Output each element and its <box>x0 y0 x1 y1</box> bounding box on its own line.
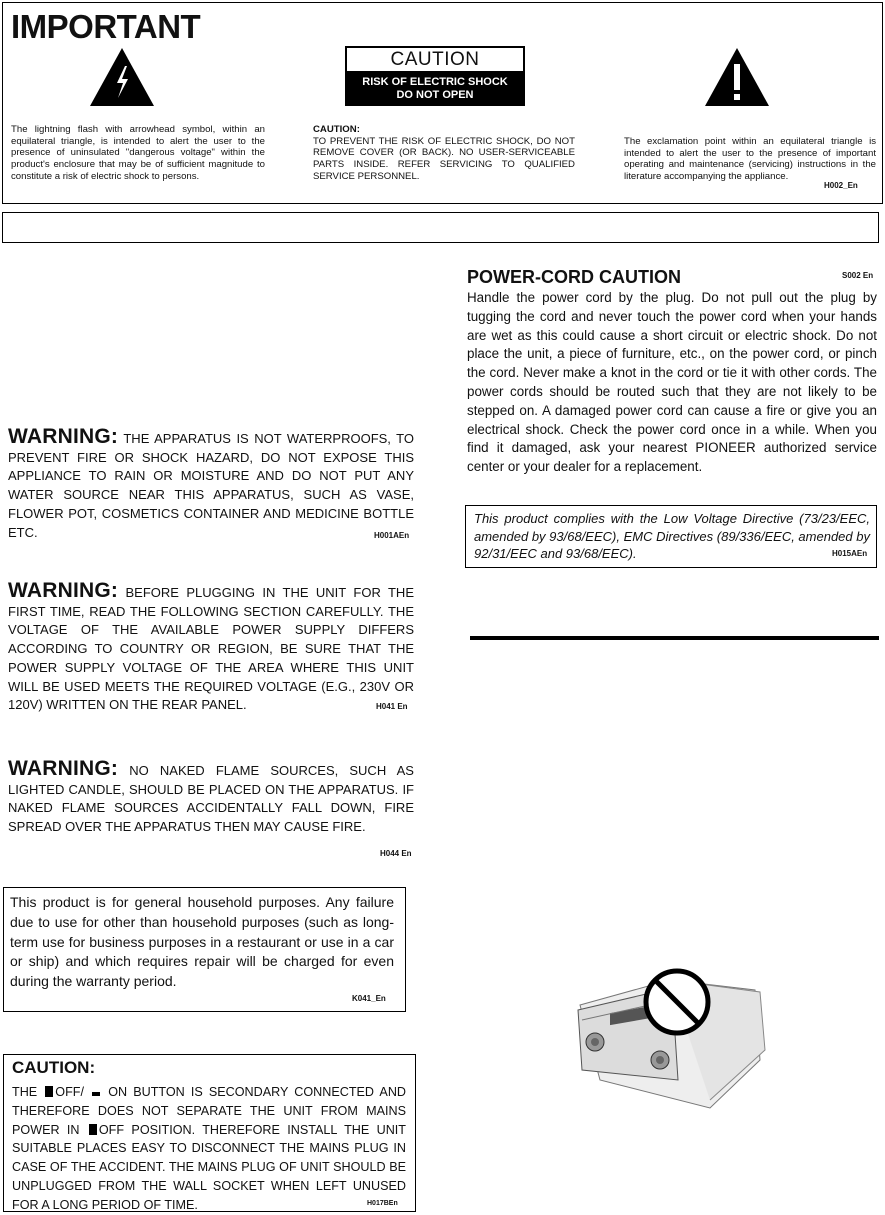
code-h041: H041 En <box>376 702 408 711</box>
code-h002: H002_En <box>824 181 858 190</box>
warning-body: NO NAKED FLAME SOURCES, SUCH AS LIGHTED CANDLE, SHOULD BE PLACED ON THE APPARATUS. IF NAKED FLAME SOURCES ACCIDENTALLY FALL DOWN, FIRE SPREAD OVER THE APPARATUS THEN MAY CAUSE FIRE. <box>8 763 414 835</box>
warning-head: WARNING: <box>8 425 119 448</box>
section-divider <box>470 636 879 640</box>
exclamation-triangle-icon <box>703 46 771 108</box>
exclamation-description: The exclamation point within an equilateral triangle is intended to alert the user to the presence of important operating and maintenance (servicing) instructions in the literature accompanying the appliance. <box>624 136 876 183</box>
standby-square-icon <box>89 1124 97 1135</box>
caution-description <box>313 124 575 183</box>
lightning-triangle-icon <box>88 46 156 108</box>
power-cord-text: Handle the power cord by the plug. Do not pull out the plug by tugging the cord and never touch the power cord when your hands are wet as this could cause a short circuit or electric shock. Do not place the unit, a piece of furniture, etc., on the power cord, or pinch the cord. Never make a knot in the cord or tie it with other cords. The power cords should be routed such that they are not likely to be stepped on. A damaged power cord can cause a fire or give you an electrical shock. Check the power cord once in a while. When you find it damaged, ask your nearest PIONEER authorized service center or your dealer for a replacement. <box>467 290 877 475</box>
code-s002: S002 En <box>842 271 874 280</box>
household-text: This product is for general household purposes. Any failure due to use for other than household purposes (such as long-term use for business purposes in a restaurant or use in a car or ship) and which requires repair will be charged for even during the warranty period. <box>10 894 394 990</box>
warning-head: WARNING: <box>8 579 119 602</box>
code-h015a: H015AEn <box>832 549 868 558</box>
blank-notice-strip <box>2 212 879 243</box>
lvd-text: This product complies with the Low Voltage Directive (73/23/EEC, amended by 93/68/EEC), EMC Directives (89/336/EEC, amended by 92/31/EEC and 93/68/EEC). <box>474 511 870 561</box>
power-cord-heading: POWER-CORD CAUTION <box>467 267 681 287</box>
caution-label-top: CAUTION <box>345 46 525 73</box>
caution-label-warning: RISK OF ELECTRIC SHOCK DO NOT OPEN <box>345 73 525 106</box>
caution-shock-label <box>345 46 525 106</box>
caution-box-heading: CAUTION: <box>12 1058 96 1077</box>
warning-body: THE APPARATUS IS NOT WATERPROOFS, TO PREVENT FIRE OR SHOCK HAZARD, DO NOT EXPOSE THIS APPLIANCE TO RAIN OR MOISTURE AND DO NOT PUT ANY WATER SOURCE NEAR THIS APPARATUS, SUCH AS VASE, FLOWER POT, COSMETICS CONTAINER AND MEDICINE BOTTLE ETC. <box>8 431 414 540</box>
page-title: IMPORTANT <box>11 8 201 45</box>
warning-head: WARNING: <box>8 757 119 780</box>
caution-text: TO PREVENT THE RISK OF ELECTRIC SHOCK, DO NOT REMOVE COVER (OR BACK). NO USER-SERVICEABLE PARTS INSIDE. REFER SERVICING TO QUALIFIED SERVICE PERSONNEL. <box>313 135 575 182</box>
warning-waterproof <box>8 425 414 542</box>
standby-square-icon <box>45 1086 53 1097</box>
caution-heading: CAUTION: <box>313 124 360 135</box>
warning-flame <box>8 757 414 837</box>
lightning-description: The lightning flash with arrowhead symbol, within an equilateral triangle, is intended to alert the user to the presence of uninsulated "dangerous voltage" within the product's enclosure that may be of sufficient magnitude to constitute a risk of electric shock to persons. <box>11 124 265 182</box>
code-k041: K041_En <box>352 994 386 1003</box>
on-bar-icon <box>92 1092 100 1096</box>
warning-voltage <box>8 579 414 715</box>
caution-box-text: THE OFF/ ON BUTTON IS SECONDARY CONNECTED AND THEREFORE DOES NOT SEPARATE THE UNIT FROM MAINS POWER IN OFF POSITION. THEREFORE INSTALL THE UNIT SUITABLE PLACES EASY TO DISCONNECT THE MAINS PLUG IN CASE OF THE ACCIDENT. THE MAINS PLUG OF UNIT SHOULD BE UNPLUGGED FROM THE WALL SOCKET WHEN LEFT UNUSED FOR A LONG PERIOD OF TIME. <box>12 1085 407 1212</box>
code-h044: H044 En <box>380 849 412 858</box>
code-h001a: H001AEn <box>374 531 410 540</box>
code-h017b: H017BEn <box>367 1200 398 1207</box>
warning-body: BEFORE PLUGGING IN THE UNIT FOR THE FIRST TIME, READ THE FOLLOWING SECTION CAREFULLY. THE VOLTAGE OF THE AVAILABLE POWER SUPPLY DIFFERS ACCORDING TO COUNTRY OR REGION, BE SURE THAT THE POWER SUPPLY VOLTAGE OF THE AREA WHERE THIS UNIT WILL BE USED MEETS THE REQUIRED VOLTAGE (E.G., 230V OR 120V) WRITTEN ON THE REAR PANEL. <box>8 585 414 713</box>
no-cover-illustration <box>560 960 780 1110</box>
